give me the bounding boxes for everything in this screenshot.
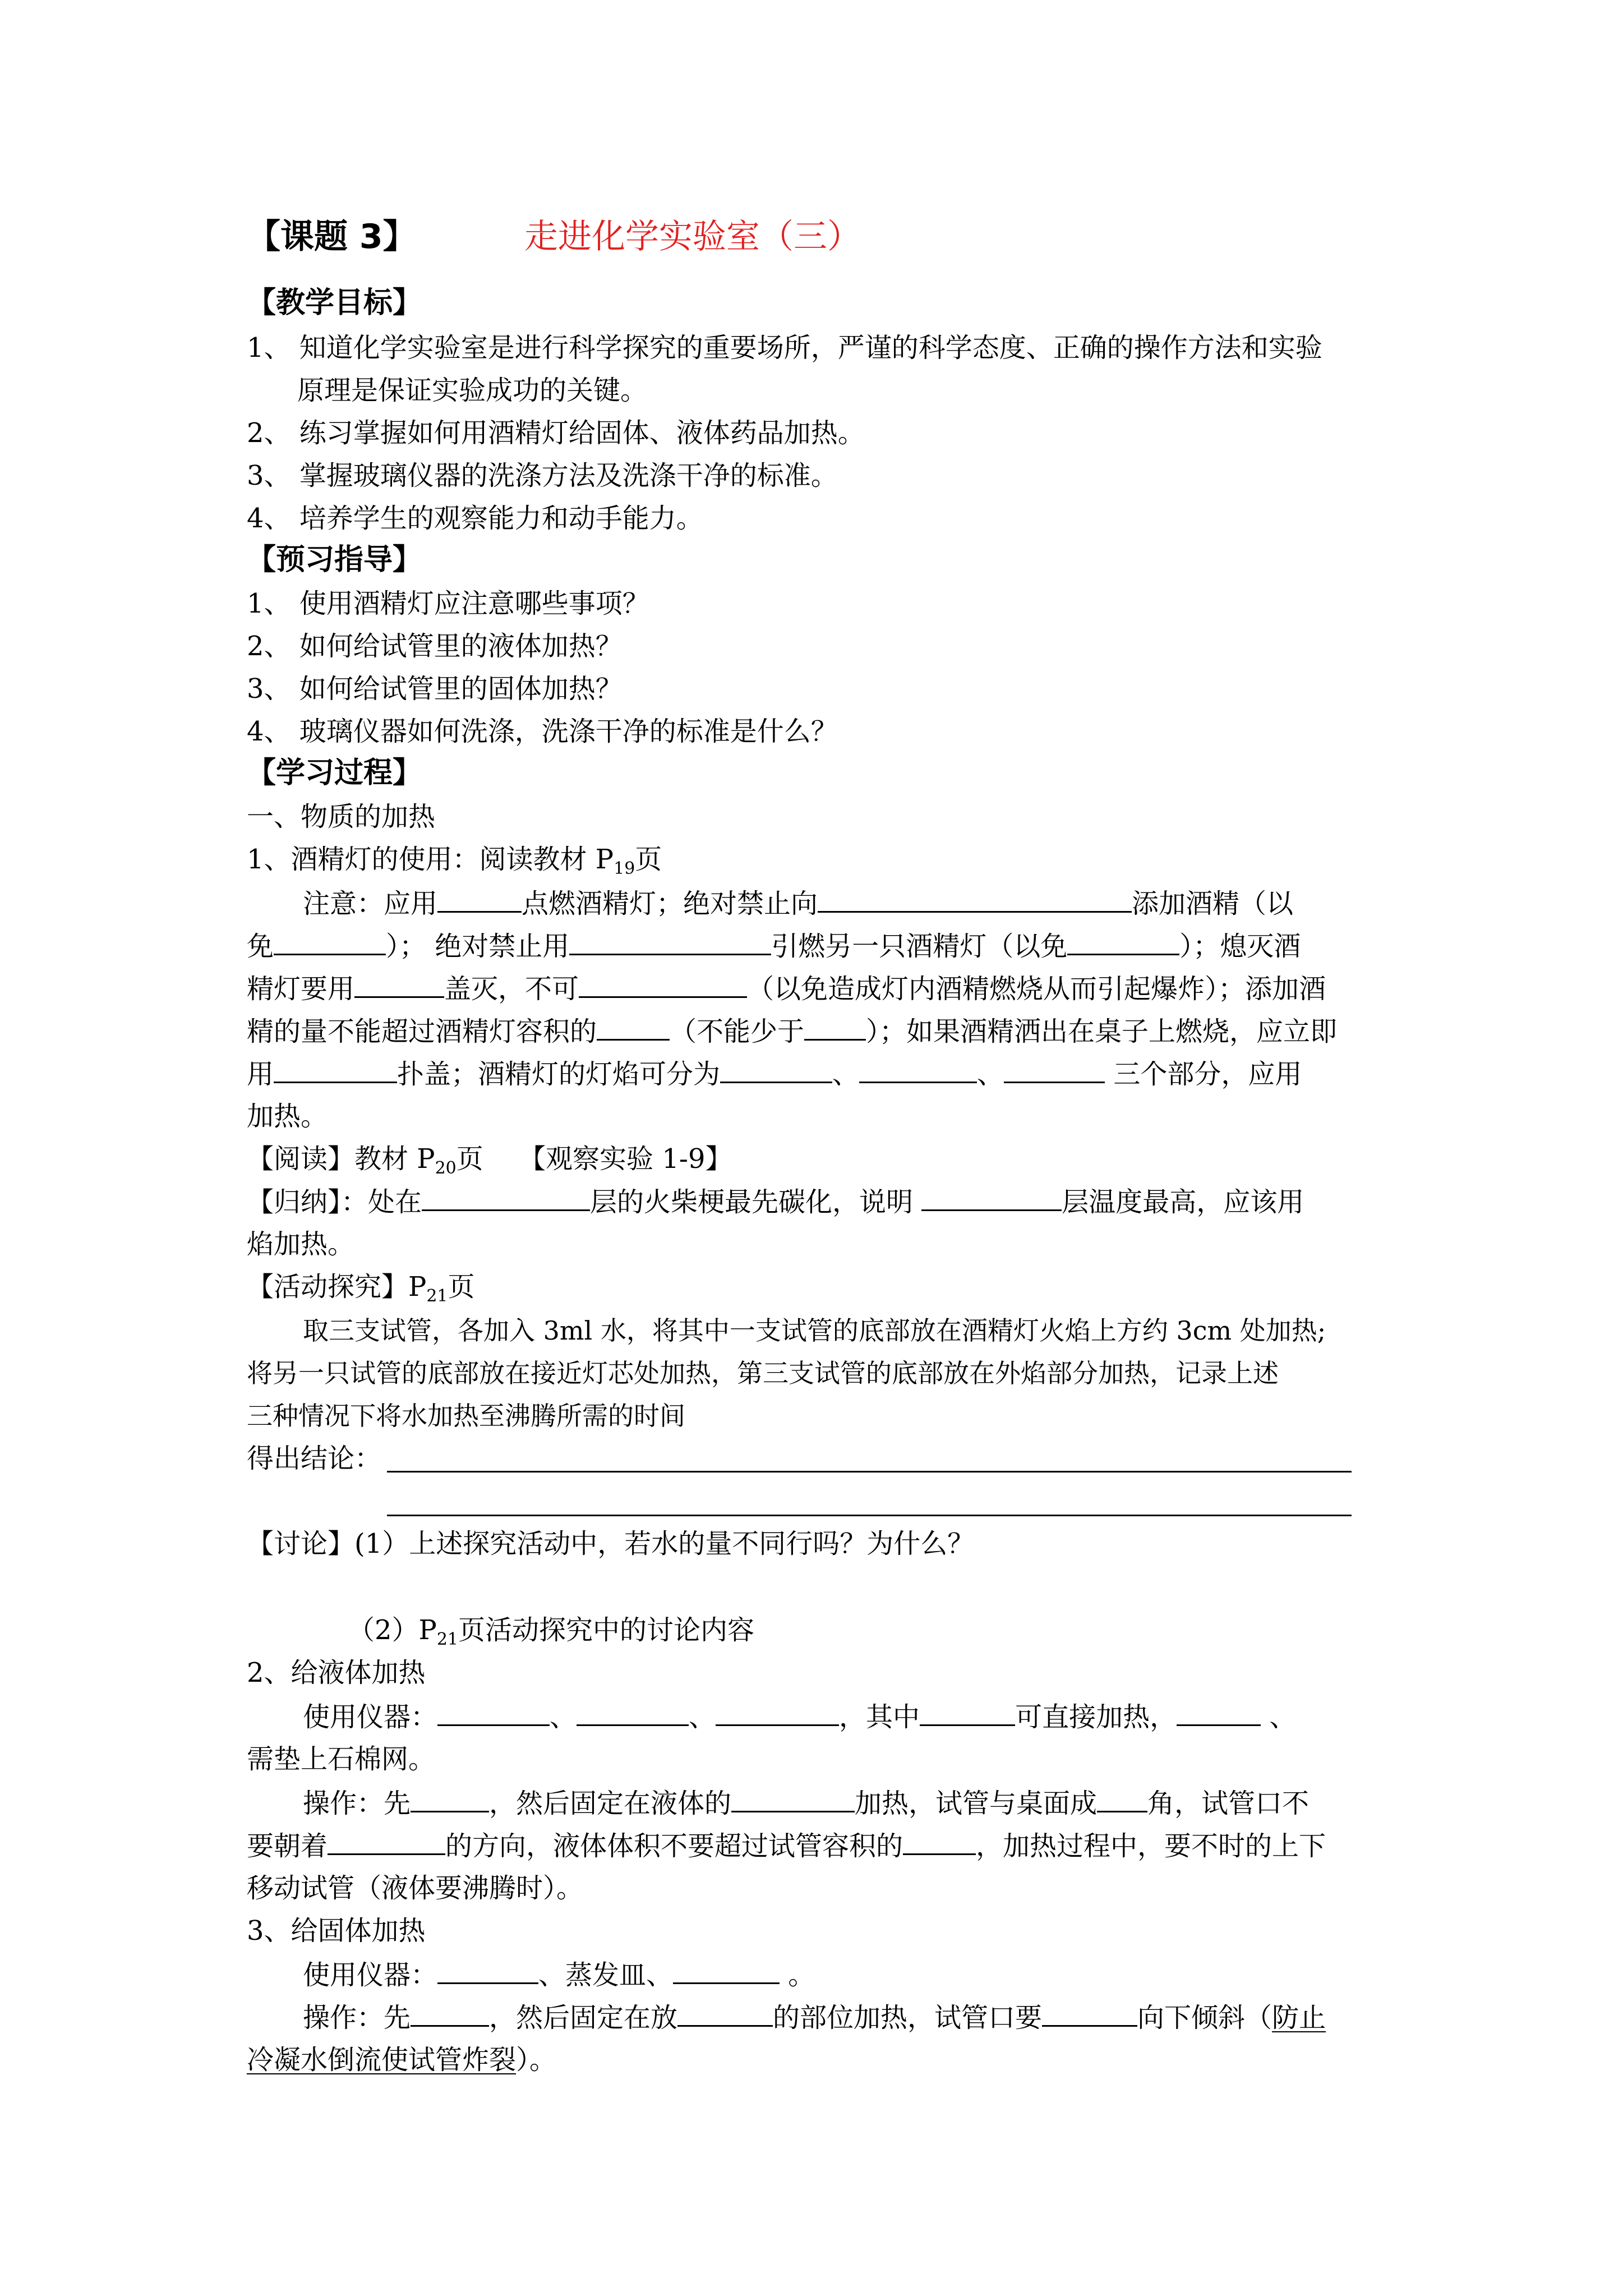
- activity-heading: 【活动探究】$P_{21}$页: [247, 1271, 475, 1306]
- lamp-notes-line-5: 用 扑盖；酒精灯的灯焰可分为 、 、 三个部分，应用: [247, 1056, 1396, 1092]
- fill-blank[interactable]: [577, 1699, 689, 1726]
- goal-item-1-continued: 原理是保证实验成功的关键。: [297, 375, 648, 406]
- fill-blank[interactable]: [579, 970, 747, 998]
- fill-blank[interactable]: [411, 1785, 489, 1812]
- lesson-title: 走进化学实验室（三）: [524, 217, 861, 256]
- solid-operation-line-1: 操作：先 ，然后固定在放 的部位加热，试管口要 向下倾斜（防止: [303, 1999, 1391, 2036]
- fill-blank[interactable]: [411, 1999, 489, 2027]
- preview-question-2: 2、 如何给试管里的液体加热？: [247, 631, 623, 662]
- conclusion-label: 得出结论：: [247, 1443, 382, 1474]
- fill-blank[interactable]: [437, 1957, 538, 1984]
- fill-blank[interactable]: [921, 1184, 1062, 1211]
- fill-blank[interactable]: [437, 885, 522, 913]
- lamp-notes-line-3: 精灯要用 盖灭，不可 （以免造成灯内酒精燃烧从而引起爆炸）；添加酒: [247, 970, 1396, 1007]
- activity-text-line-1: 取三支试管，各加入 3ml 水，将其中一支试管的底部放在酒精灯火焰上方约 3cm 处加热;: [303, 1315, 1326, 1346]
- fill-blank[interactable]: [274, 1056, 397, 1083]
- fill-blank[interactable]: [1042, 1999, 1137, 2027]
- fill-blank[interactable]: [354, 970, 444, 998]
- fill-blank[interactable]: [274, 928, 386, 955]
- lamp-notes-line-1: 注意：应用 点燃酒精灯；绝对禁止向 添加酒精（以: [303, 885, 1391, 922]
- process-heading: 【学习过程】: [247, 756, 422, 790]
- summary-line-1: 【归纳】：处在 层的火柴梗最先碳化，说明 层温度最高，应该用: [247, 1184, 1396, 1220]
- fill-blank[interactable]: [1004, 1056, 1105, 1083]
- discussion-question-1: 【讨论】(1）上述探究活动中，若水的量不同行吗？为什么？: [247, 1528, 975, 1559]
- fill-blank[interactable]: [597, 1013, 670, 1041]
- goal-item-4: 4、 培养学生的观察能力和动手能力。: [247, 503, 703, 534]
- fill-blank[interactable]: [804, 1013, 866, 1041]
- solid-heating-heading: 3、给固体加热: [247, 1915, 426, 1947]
- summary-line-2: 焰加热。: [247, 1228, 355, 1260]
- liquid-heating-heading: 2、给液体加热: [247, 1657, 426, 1688]
- lamp-notes-line-6: 加热。: [247, 1101, 328, 1132]
- fill-blank[interactable]: [1097, 1785, 1147, 1812]
- fill-blank[interactable]: [1067, 928, 1179, 955]
- fill-blank[interactable]: [920, 1699, 1015, 1726]
- fill-blank[interactable]: [328, 1828, 445, 1855]
- fill-blank[interactable]: [437, 1699, 550, 1726]
- preview-question-1: 1、 使用酒精灯应注意哪些事项？: [247, 588, 649, 619]
- reading-note: 【阅读】教材 $P_{20}$页 【观察实验 1-9】: [247, 1143, 732, 1178]
- fill-blank[interactable]: [569, 928, 771, 955]
- preview-question-3: 3、 如何给试管里的固体加热？: [247, 673, 623, 705]
- part-one-heading: 一、物质的加热: [247, 801, 436, 832]
- discussion-question-2: $(2)P_{21}$页活动探究中的讨论内容: [348, 1614, 755, 1649]
- conclusion-answer-line[interactable]: [387, 1471, 1352, 1473]
- activity-text-line-2: 将另一只试管的底部放在接近灯芯处加热，第三支试管的底部放在外焰部分加热，记录上述: [247, 1358, 1279, 1388]
- liquid-operation-line-1: 操作：先 ，然后固定在液体的 加热，试管与桌面成 角，试管口不: [303, 1785, 1391, 1821]
- conclusion-answer-line[interactable]: [387, 1515, 1352, 1516]
- liquid-operation-line-3: 移动试管（液体要沸腾时）。: [247, 1872, 584, 1904]
- fill-blank[interactable]: [1177, 1699, 1261, 1726]
- goal-item-1: 1、 知道化学实验室是进行科学探究的重要场所，严谨的科学态度、正确的操作方法和实验: [247, 332, 1322, 364]
- lamp-notes-line-2: 免 ）； 绝对禁止用 引燃另一只酒精灯（以免 ）；熄灭酒: [247, 928, 1396, 964]
- preview-question-4: 4、 玻璃仪器如何洗涤，洗涤干净的标准是什么？: [247, 716, 838, 747]
- goal-item-3: 3、 掌握玻璃仪器的洗涤方法及洗涤干净的标准。: [247, 460, 838, 491]
- fill-blank[interactable]: [673, 1957, 780, 1984]
- fill-blank[interactable]: [818, 885, 1132, 913]
- activity-text-line-3: 三种情况下将水加热至沸腾所需的时间: [247, 1401, 685, 1431]
- liquid-operation-line-2: 要朝着 的方向，液体体积不要超过试管容积的 ，加热过程中，要不时的上下: [247, 1828, 1396, 1864]
- fill-blank[interactable]: [731, 1785, 855, 1812]
- lesson-number: 【课题 3】: [247, 217, 417, 256]
- liquid-instruments-line-2: 需垫上石棉网。: [247, 1743, 436, 1775]
- fill-blank[interactable]: [859, 1056, 977, 1083]
- liquid-instruments-line: 使用仪器： 、 、 ，其中 可直接加热， 、: [303, 1699, 1391, 1735]
- fill-blank[interactable]: [716, 1699, 839, 1726]
- lamp-notes-line-4: 精的量不能超过酒精灯容积的 （不能少于 ）；如果酒精洒出在桌子上燃烧，应立即: [247, 1013, 1396, 1050]
- alcohol-lamp-heading: 1、酒精灯的使用：阅读教材 $P_{19}$页: [247, 844, 662, 878]
- solid-operation-line-2: 冷凝水倒流使试管炸裂）。: [247, 2044, 557, 2076]
- fill-blank[interactable]: [677, 1999, 773, 2027]
- preview-heading: 【预习指导】: [247, 543, 422, 577]
- goals-heading: 【教学目标】: [247, 286, 422, 320]
- fill-blank[interactable]: [422, 1184, 590, 1211]
- goal-item-2: 2、 练习掌握如何用酒精灯给固体、液体药品加热。: [247, 417, 865, 449]
- fill-blank[interactable]: [903, 1828, 976, 1855]
- solid-instruments-line: 使用仪器： 、蒸发皿、 。: [303, 1957, 1391, 1993]
- fill-blank[interactable]: [720, 1056, 832, 1083]
